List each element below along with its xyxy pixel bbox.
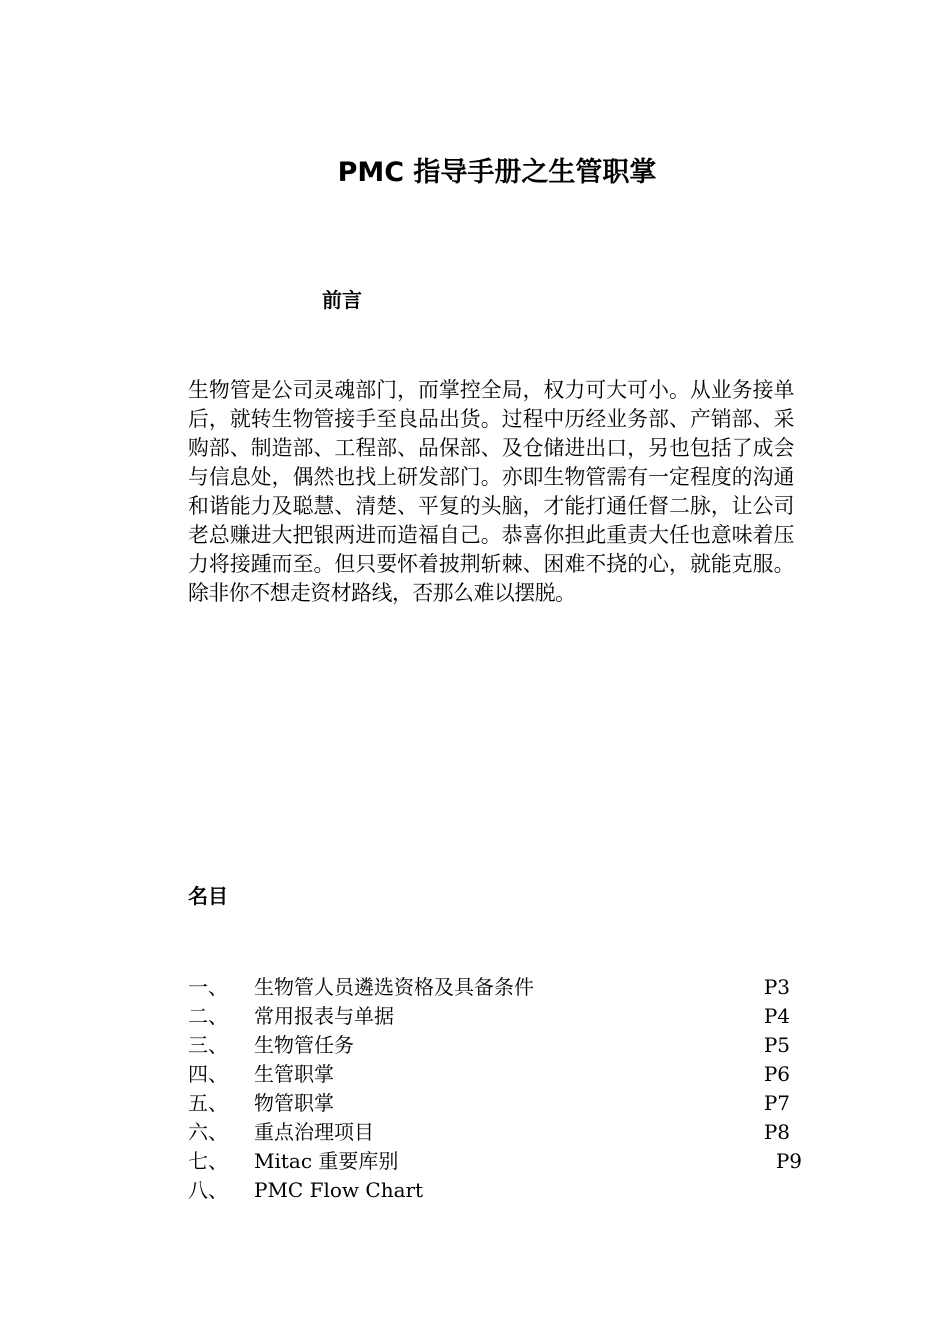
toc-item: [188, 1031, 808, 1060]
toc-item-label: 生管职掌: [254, 1062, 334, 1086]
toc-item-label: 重点治理项目: [254, 1120, 374, 1144]
toc-item-number: 四、: [188, 1062, 228, 1086]
toc-item-number: 三、: [188, 1033, 228, 1057]
toc-item-label: PMC Flow Chart: [254, 1178, 424, 1202]
toc-item: [188, 1089, 808, 1118]
toc-item-number: 五、: [188, 1091, 228, 1115]
preface-body: 生物管是公司灵魂部门，而掌控全局，权力可大可小。从业务接单后，就转生物管接手至良品出货。过程中历经业务部、产销部、采购部、制造部、工程部、品保部、及仓储进出口，另也包括了成会与信息处，偶然也找上研发部门。亦即生物管需有一定程度的沟通和谐能力及聪慧、清楚、平复的头脑，才能打通任督二脉，让公司老总赚进大把银两进而造福自己。恭喜你担此重责大任也意味着压力将接踵而至。但只要怀着披荆斩棘、困难不挠的心，就能克服。除非你不想走资材路线，否那么难以摆脱。: [188, 378, 794, 605]
toc-item: [188, 973, 808, 1002]
toc-item-number: 八、: [188, 1178, 228, 1202]
toc-item-label: 生物管人员遴选资格及具备条件: [254, 975, 534, 999]
toc-item: [188, 1002, 808, 1031]
toc-item-page: P5: [763, 1033, 790, 1057]
toc-item-page: P7: [763, 1091, 790, 1115]
toc-item: [188, 1060, 808, 1089]
preface-heading: 前言: [322, 288, 362, 312]
toc-item-page: P6: [763, 1062, 790, 1086]
toc-item: [188, 1147, 808, 1176]
toc-item-number: 一、: [188, 975, 228, 999]
toc-item-label: Mitac 重要库别: [254, 1149, 399, 1173]
toc-item-label: 物管职掌: [254, 1091, 334, 1115]
toc-item-page: P8: [763, 1120, 790, 1144]
toc-item-page: P3: [763, 975, 790, 999]
toc-item: [188, 1176, 808, 1205]
toc-item-page: P9: [775, 1149, 802, 1173]
toc-item: [188, 1118, 808, 1147]
toc-item-page: P4: [763, 1004, 790, 1028]
toc-item-label: 常用报表与单据: [254, 1004, 394, 1028]
toc-item-number: 六、: [188, 1120, 228, 1144]
toc-item-label: 生物管任务: [254, 1033, 354, 1057]
document-title: PMC 指导手册之生管职掌: [337, 157, 657, 188]
toc-heading: 名目: [188, 884, 228, 908]
table-of-contents: [188, 973, 808, 1205]
toc-item-number: 二、: [188, 1004, 228, 1028]
toc-item-number: 七、: [188, 1149, 228, 1173]
